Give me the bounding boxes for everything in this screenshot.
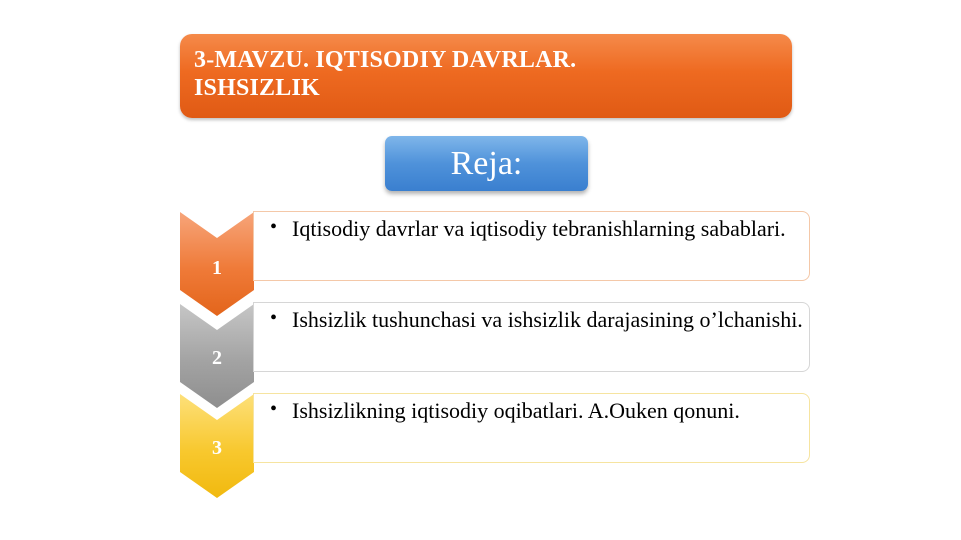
list-item-text-3: Ishsizlikning iqtisodiy oqibatlari. A.Ouken qonuni.: [292, 398, 740, 423]
list-item-2: [253, 302, 810, 372]
list-item-text-1: Iqtisodiy davrlar va iqtisodiy tebranishlarning sabablari.: [292, 216, 786, 241]
list-item-1: [253, 211, 810, 281]
item-number-3: 3: [212, 437, 222, 459]
list-item-3: [253, 393, 810, 463]
plan-label: Reja:: [450, 145, 523, 182]
bullet-icon: •: [270, 307, 278, 329]
plan-label-box: [385, 136, 588, 191]
bullet-icon: •: [270, 216, 278, 238]
item-number-1: 1: [212, 257, 222, 279]
list-item-text-2: Ishsizlik tushunchasi va ishsizlik darajasining o’lchanishi.: [292, 307, 803, 332]
title-banner: [180, 34, 792, 118]
slide-title: 3-MAVZU. IQTISODIY DAVRLAR. ISHSIZLIK: [194, 47, 577, 101]
item-number-2: 2: [212, 347, 222, 369]
bullet-icon: •: [270, 398, 278, 420]
